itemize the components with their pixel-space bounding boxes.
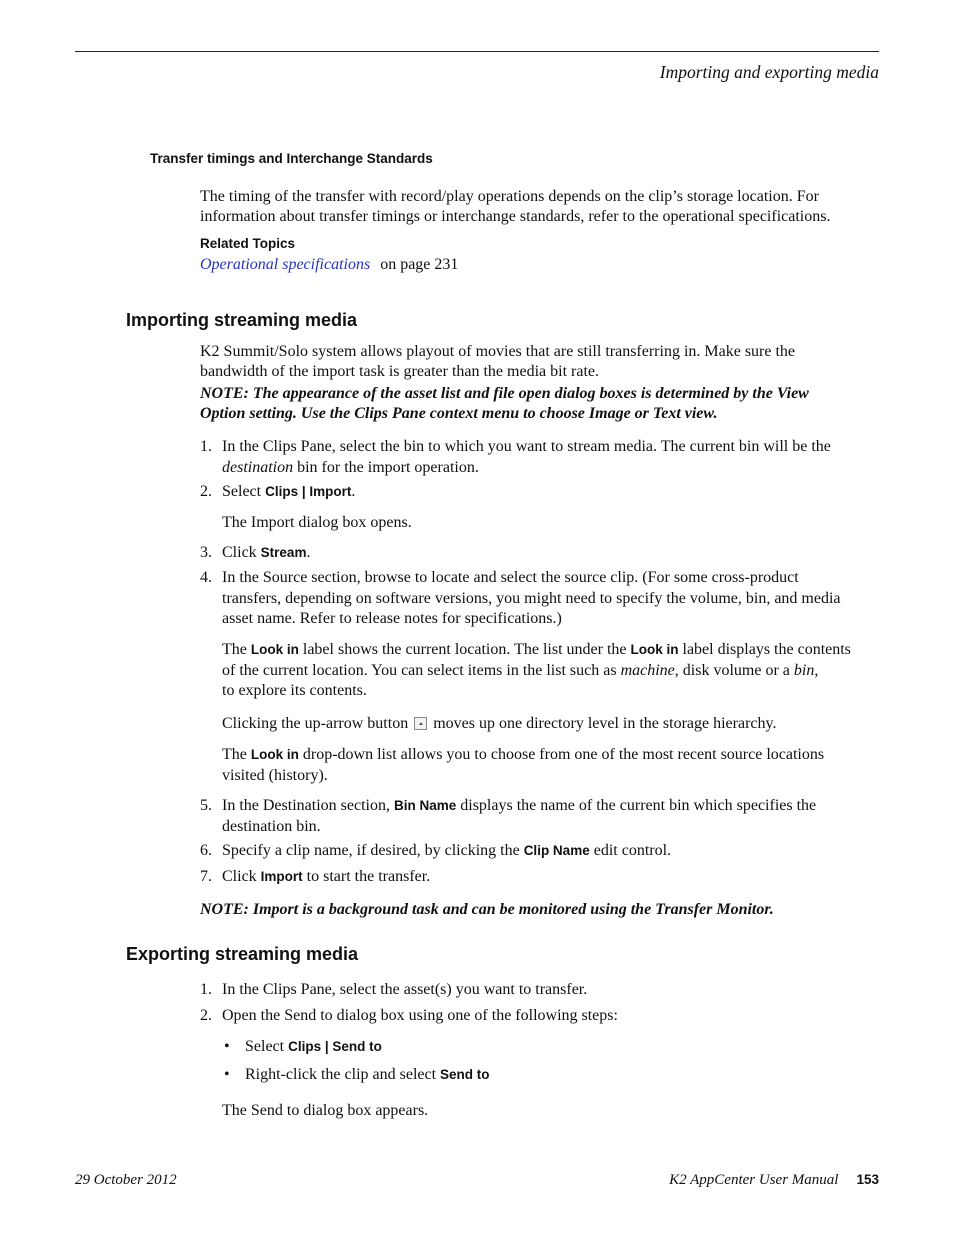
- step-text: to start the transfer.: [302, 868, 431, 885]
- step-text: , disk volume or a: [674, 661, 794, 679]
- page-number: 153: [856, 1172, 879, 1187]
- look-in-dropdown-paragraph: [222, 745, 878, 786]
- step-line: In the Source section, browse to locate and select the source clip. (For some cross-product: [222, 569, 799, 586]
- note-line: NOTE: The appearance of the asset list and file open dialog boxes is determined by the View: [200, 385, 809, 402]
- look-in-label: Look in: [630, 642, 679, 657]
- step-text: The: [222, 746, 251, 763]
- step-line: asset name. Refer to release notes for specifications.): [222, 610, 562, 627]
- step-number: 3.: [200, 544, 212, 561]
- machine-term: machine: [620, 661, 675, 679]
- step-number: 5.: [200, 797, 212, 814]
- step-text: .: [351, 483, 356, 500]
- paragraph-line: bandwidth of the import task is greater than the media bit rate.: [200, 363, 599, 380]
- destination-term: destination: [222, 458, 294, 476]
- import-button-label: Import: [260, 869, 303, 884]
- import-step-3: [222, 543, 878, 564]
- step-text: displays the name of the current bin which specifies the: [456, 797, 817, 814]
- step-line: [222, 458, 878, 479]
- related-topic-page-ref: on page 231: [380, 256, 459, 273]
- footer-manual-title: K2 AppCenter User Manual: [669, 1172, 839, 1188]
- look-in-label: Look in: [250, 747, 299, 762]
- clips-import-menu-path: Clips | Import: [265, 484, 352, 499]
- note-line: Option setting. Use the Clips Pane context menu to choose Image or Text view.: [200, 405, 718, 422]
- step-text: drop-down list allows you to choose from one of the most recent source locations: [298, 746, 825, 763]
- step-line: [222, 745, 878, 766]
- send-to-dialog-appears-text: The Send to dialog box appears.: [222, 1102, 429, 1119]
- step-number: 1.: [200, 981, 212, 998]
- bullet-marker: •: [224, 1066, 230, 1083]
- clips-send-to-menu-path: Clips | Send to: [288, 1039, 382, 1054]
- step-text: moves up one directory level in the storage hierarchy.: [429, 715, 777, 732]
- step-text: label displays the contents: [678, 641, 851, 658]
- step-text: In the Destination section,: [222, 797, 394, 814]
- related-topics-heading: Related Topics: [200, 236, 296, 251]
- importing-streaming-heading: Importing streaming media: [126, 310, 358, 330]
- related-topic-entry: [200, 255, 458, 275]
- step-line: visited (history).: [222, 766, 328, 784]
- up-arrow-paragraph: [222, 714, 878, 735]
- step-text: The: [222, 641, 251, 658]
- step-text: bin for the import operation.: [293, 458, 479, 476]
- paragraph-line: information about transfer timings or interchange standards, refer to the operational specifications.: [200, 208, 831, 225]
- bin-term: bin: [793, 661, 815, 679]
- step-number: 6.: [200, 842, 212, 859]
- step-number: 7.: [200, 868, 212, 885]
- import-step-6: [222, 841, 878, 862]
- export-step-2: Open the Send to dialog box using one of the following steps:: [222, 1007, 618, 1024]
- import-intro-paragraph: [200, 342, 880, 382]
- footer-date: 29 October 2012: [75, 1172, 177, 1188]
- step-text: Click: [222, 868, 261, 885]
- step-number: 2.: [200, 483, 212, 500]
- step-text: Specify a clip name, if desired, by clicking the: [222, 842, 524, 859]
- step-text: Select: [245, 1038, 289, 1055]
- import-step-4: [222, 568, 878, 630]
- send-to-menu-item: Send to: [440, 1067, 490, 1082]
- import-step-2: [222, 482, 878, 503]
- up-arrow-icon: [414, 717, 427, 730]
- stream-button-label: Stream: [260, 545, 307, 560]
- step-text: Right-click the clip and select: [245, 1066, 441, 1083]
- paragraph-line: The timing of the transfer with record/play operations depends on the clip’s storage location. For: [200, 188, 819, 205]
- step-text: of the current location. You can select items in the list such as: [222, 661, 621, 679]
- step-line: [222, 661, 878, 682]
- header-rule: [75, 51, 879, 52]
- transfer-timings-heading: Transfer timings and Interchange Standards: [150, 151, 433, 166]
- export-bullet-2: [245, 1066, 490, 1084]
- operational-specifications-link[interactable]: Operational specifications: [200, 256, 371, 273]
- transfer-timings-paragraph: [200, 187, 880, 227]
- look-in-label: Look in: [250, 642, 299, 657]
- bullet-marker: •: [224, 1038, 230, 1055]
- export-bullet-1: [245, 1038, 382, 1056]
- transfer-monitor-note: NOTE: Import is a background task and can be monitored using the Transfer Monitor.: [200, 901, 774, 918]
- exporting-streaming-heading: Exporting streaming media: [126, 944, 359, 964]
- import-step-5: [222, 796, 878, 837]
- step-number: 1.: [200, 438, 212, 455]
- bin-name-label: Bin Name: [393, 798, 457, 813]
- step-text: Click: [222, 544, 261, 561]
- step-text: label shows the current location. The list under the: [298, 641, 631, 658]
- view-option-note: [200, 384, 880, 424]
- step-line: transfers, depending on software versions, you might need to specify the volume, bin, and media: [222, 589, 841, 607]
- step-line: [222, 640, 878, 661]
- step-text: .: [306, 544, 311, 561]
- step-line: In the Clips Pane, select the bin to which you want to stream media. The current bin will be the: [222, 438, 831, 455]
- footer-manual-info: [669, 1172, 879, 1189]
- look-in-paragraph: [222, 640, 878, 702]
- import-step-1: [222, 437, 878, 478]
- step-line: [222, 796, 878, 817]
- import-dialog-opens-text: The Import dialog box opens.: [222, 514, 412, 531]
- step-number: 4.: [200, 569, 212, 586]
- import-step-7: [222, 867, 878, 888]
- step-text: ,: [814, 661, 819, 679]
- step-line: to explore its contents.: [222, 682, 367, 699]
- paragraph-line: K2 Summit/Solo system allows playout of movies that are still transferring in. Make sure the: [200, 343, 796, 360]
- step-text: Clicking the up-arrow button: [222, 715, 413, 732]
- running-header: Importing and exporting media: [659, 62, 879, 82]
- clip-name-label: Clip Name: [523, 843, 590, 858]
- step-line: destination bin.: [222, 817, 321, 835]
- step-text: Select: [222, 483, 266, 500]
- step-number: 2.: [200, 1007, 212, 1024]
- export-step-1: In the Clips Pane, select the asset(s) you want to transfer.: [222, 981, 588, 998]
- step-text: edit control.: [589, 842, 672, 859]
